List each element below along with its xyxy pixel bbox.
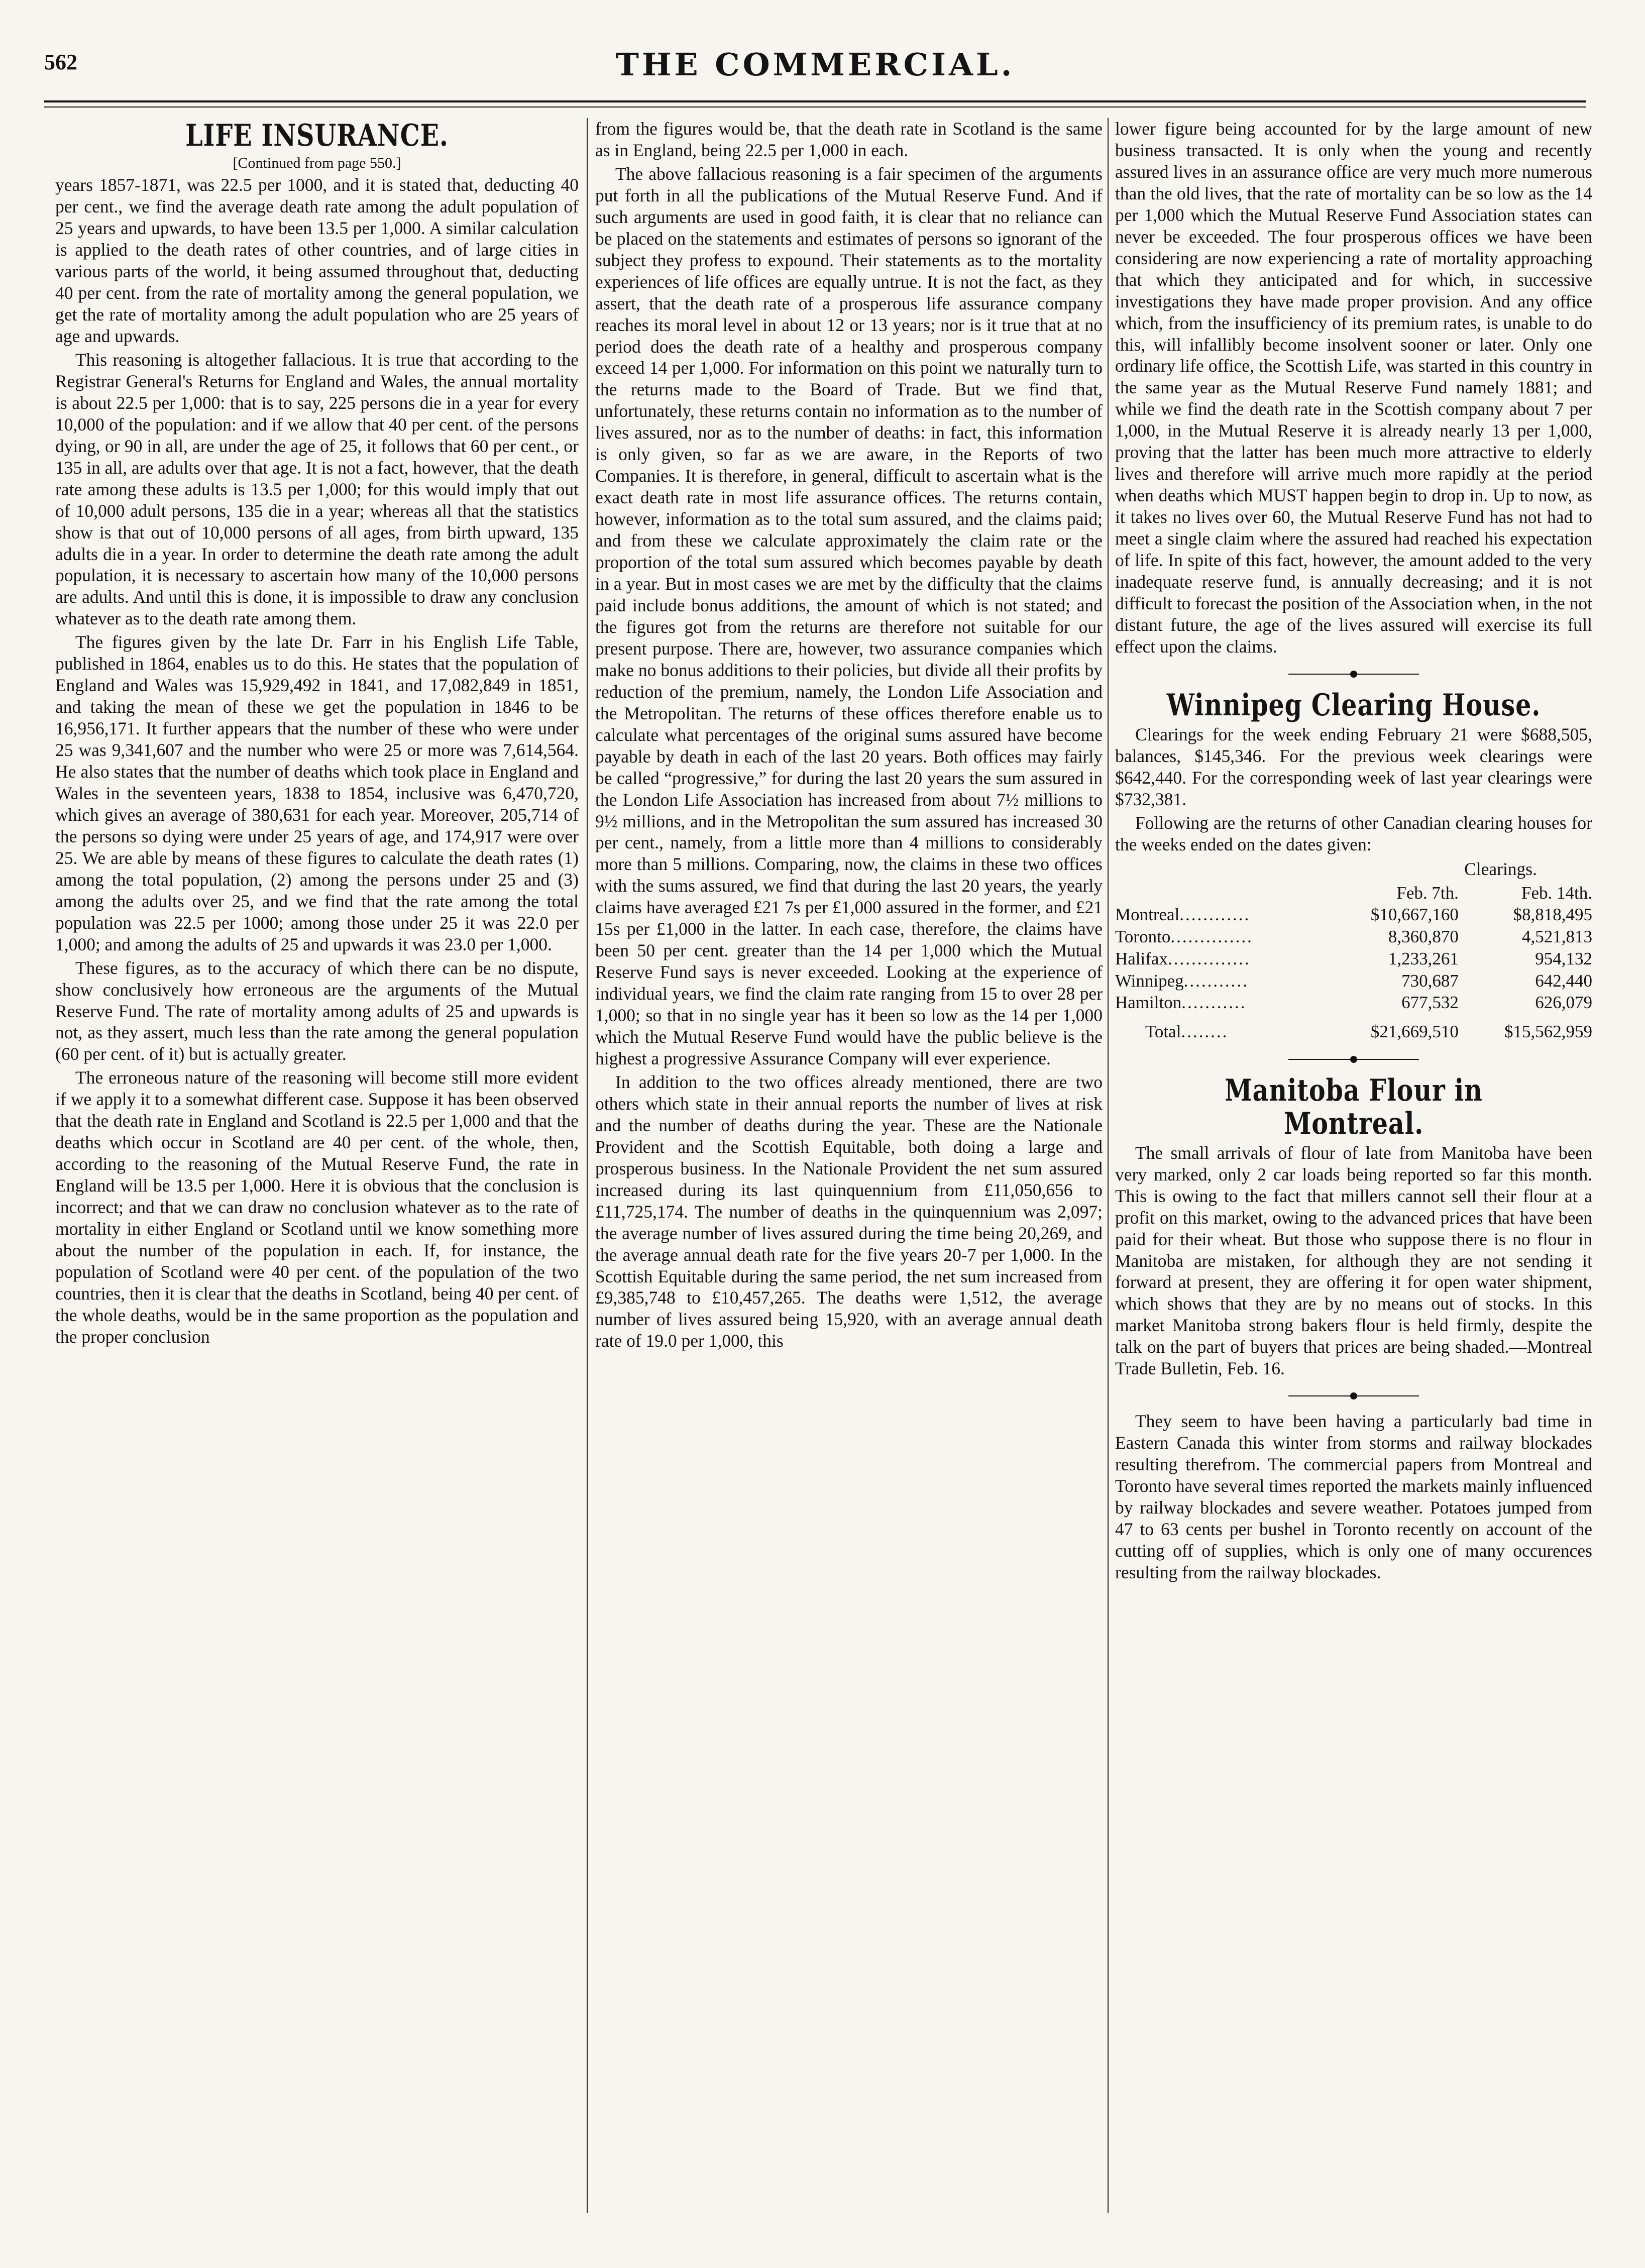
column-header-feb14: Feb. 14th. — [1521, 883, 1592, 903]
article-paragraph: The figures given by the late Dr. Farr in his English Life Table, published in 1864, enables us to do this. He states that the population of England and Wales was 15,929,492 in 1841, and 17,082,849 in 1851, and taking the mean of these we get the population in 1846 to be 16,956,171. It further appears that the number of these who were under 25 was 9,341,607 and the number who were 25 or more was 7,614,564. He also states that the number of deaths which took place in England and Wales in the seventeen years, 1838 to 1854, inclusive was 6,470,720, which gives an average of 380,631 for each year. Moreover, 205,714 of the persons so dying were under 25 years of age, and 174,917 were over 25. We are able by means of these figures to calculate the death rates (1) among the total population, (2) among the persons under 25 and (3) among the adults over 25, and we find that the rate among the total population was 22.5 per 1000; among those under 25 it was 22.0 per 1,000; and among the adults of 25 and upwards it was 23.0 per 1,000. — [55, 632, 579, 954]
table-row: Montreal............ $10,667,160 $8,818,495 — [1115, 904, 1592, 926]
column-1 — [55, 118, 579, 2208]
column-divider — [587, 118, 588, 2213]
divider-ornament — [1350, 671, 1357, 678]
article-paragraph: Following are the returns of other Canadian clearing houses for the weeks ended on the dates given: — [1115, 812, 1592, 854]
article-paragraph: This reasoning is altogether fallacious. It is true that according to the Registrar General's Returns for England and Wales, the annual mortality is about 22.5 per 1,000: that is to say, 225 persons die in a year for every 10,000 of the population: and if we allow that 40 per cent. of the persons dying, or 90 in all, are under the age of 25, it follows that 60 per cent., or 135 in all, are adults over that age. It is not a fact, however, that the death rate among these adults is 13.5 per 1,000; for this would imply that out of 10,000 adult persons, 135 die in a year; whereas all that the statistics show is that out of 10,000 persons of all ages, from birth upward, 135 adults die in a year. In order to determine the death rate among the adult population, it is necessary to ascertain how many of the 10,000 persons are adults. And until this is done, it is impossible to draw any conclusion whatever as to the death rate among them. — [55, 349, 579, 629]
article-paragraph: The above fallacious reasoning is a fair specimen of the arguments put forth in all the publications of the Mutual Reserve Fund. And if such arguments are used in good faith, it is clear that no reliance can be placed on the statements and estimates of persons so ignorant of the subject they profess to expound. Their statements as to the mortality experiences of life offices are equally untrue. It is not the fact, as they assert, that the death rate of a prosperous life assurance company reaches its moral level in about 12 or 13 years; nor is it true that at no period does the death rate of a healthy and prosperous company exceed 14 per 1,000. For information on this point we naturally turn to the returns made to the Board of Trade. But we find that, unfortunately, these returns contain no information as to the number of lives assured, nor as to the number of deaths: in fact, this information is only given, so far as we are aware, in the Reports of two Companies. It is therefore, in general, difficult to ascertain what is the exact death rate in most life assurance offices. The returns contain, however, information as to the total sum assured, and the claims paid; and from these we calculate approximately the claim rate or the proportion of the total sum assured which becomes payable by death in a year. But in most cases we are met by the difficulty that the claims paid include bonus additions, the amount of which is not stated; and the figures got from the returns are therefore not suitable for our present purpose. There are, however, two assurance companies which make no bonus additions to their policies, but divide all their profits by reduction of the premium, namely, the London Life Association and the Metropolitan. The returns of these offices therefore enable us to calculate what percentages of the original sums assured have become payable by death in each of the last 20 years. Both offices may fairly be called “progressive,” for during the last 20 years the sum assured in the London Life Association has increased from about 7½ millions to 9½ millions, and in the Metropolitan the sum assured has increased 30 per cent., namely, from a little more than 4 millions to considerably more than 5 millions. Comparing, now, the claims in these two offices with the sums assured, we find that during the last 20 years, the yearly claims have averaged £21 7s per £1,000 assured in the former, and £21 15s per £1,000 in the latter. In each case, therefore, the claims have been 50 per cent. greater than the 14 per 1,000 which the Mutual Reserve Fund says is never exceeded. Looking at the experience of individual years, we find the claim rate ranging from 15 to over 28 per 1,000; so that in no single year has it been so low as the 14 per 1,000 which the Mutual Reserve Fund would have the public believe is the highest a progressive Assurance Company will ever experience. — [595, 163, 1103, 1068]
city-name: Montreal — [1115, 905, 1180, 925]
continued-note: [Continued from page 550.] — [233, 155, 401, 171]
clearing-value: 1,233,261 — [1388, 948, 1459, 968]
article-paragraph: These figures, as to the accuracy of which there can be no dispute, show conclusively how erroneous are the arguments of the Mutual Reserve Fund. The rate of mortality among adults of 25 and upwards is not, as they assert, much less than the rate among the general population (60 per cent. of it) but is actually greater. — [55, 957, 579, 1064]
masthead: THE COMMERCIAL. — [615, 46, 1015, 83]
clearings-table — [1115, 882, 1592, 1043]
article-heading-manitoba-flour: Manitoba Flour in Montreal. — [1225, 1072, 1483, 1141]
page-number: 562 — [44, 50, 77, 74]
city-name: Toronto — [1115, 927, 1171, 946]
column-divider — [1108, 118, 1109, 2213]
divider-ornament — [1350, 1056, 1357, 1063]
article-paragraph: The erroneous nature of the reasoning will become still more evident if we apply it to a somewhat different case. Suppose it has been observed that the death rate in England and Scotland is 22.5 per 1,000 and that the deaths which occur in Scotland are 40 per cent. of the whole, then, according to the reasoning of the Mutual Reserve Fund, the rate in England will be 13.5 per 1,000. Here it is obvious that the conclusion is incorrect; and that we can draw no conclusion whatever as to the rate of mortality in either England or Scotland until we know something more about the number of the population in each. If, for instance, the population of Scotland were 40 per cent. of the population of the two countries, then it is clear that the deaths in Scotland, being 40 per cent. of the whole deaths, would be in the same proportion as the population and the proper conclusion — [55, 1067, 579, 1347]
city-name: Winnipeg — [1115, 970, 1184, 991]
clearings-caption: Clearings. — [1464, 858, 1537, 879]
column-header-feb7: Feb. 7th. — [1396, 883, 1459, 903]
table-row: Halifax.............. 1,233,261 954,132 — [1115, 948, 1592, 970]
section-divider — [1288, 1056, 1419, 1063]
table-row: Hamilton........... 677,532 626,079 — [1115, 992, 1592, 1014]
article-heading-life-insurance: LIFE INSURANCE. — [185, 118, 449, 153]
section-divider — [1288, 671, 1419, 678]
table-header-row — [1115, 882, 1592, 904]
page-header — [44, 46, 1586, 96]
header-rule — [44, 100, 1586, 102]
total-value: $21,669,510 — [1370, 1022, 1459, 1041]
clearing-value: 642,440 — [1535, 970, 1592, 991]
total-label: Total — [1145, 1022, 1181, 1041]
article-paragraph: In addition to the two offices already mentioned, there are two others which state in their annual reports the number of lives at risk and the number of deaths during the year. These are the Nationale Provident and the Scottish Equitable, both doing a large and prosperous business. In the Nationale Provident the net sum assured increased during its last quinquennium from £11,050,656 to £11,725,174. The number of deaths in the quinquennium was 2,097; the average number of lives assured during the time being 20,269, and the average annual death rate for the five years 20-7 per 1,000. In the Scottish Equitable during the same period, the net sum increased from £9,385,748 to £10,457,265. The deaths were 1,512, the average number of lives assured being 15,920, with an average annual death rate of 19.0 per 1,000, this — [595, 1071, 1103, 1351]
table-row: Winnipeg........... 730,687 642,440 — [1115, 970, 1592, 992]
header-rule-thin — [44, 106, 1586, 107]
article-paragraph: They seem to have been having a particularly bad time in Eastern Canada this winter from storms and railway blockades resulting therefrom. The commercial papers from Montreal and Toronto have several times reported the markets mainly influenced by railway blockades and severe weather. Potatoes jumped from 47 to 63 cents per bushel in Toronto recently on account of the cutting off of supplies, which is only one of many occurences resulting from the railway blockades. — [1115, 1411, 1592, 1582]
city-name: Hamilton — [1115, 993, 1182, 1013]
clearing-value: 954,132 — [1535, 948, 1592, 968]
total-value: $15,562,959 — [1504, 1022, 1592, 1041]
clearing-value: 8,360,870 — [1388, 927, 1459, 946]
article-paragraph: years 1857-1871, was 22.5 per 1000, and it is stated that, deducting 40 per cent., we find the average death rate among the adult population of 25 years and upwards, to have been 13.5 per 1,000. A similar calculation is applied to the death rates of other countries, and of large cities in various parts of the world, it being assumed throughout that, deducting 40 per cent. from the rate of mortality among the general population, we get the rate of mortality among the adult population who are 25 years of age and upwards. — [55, 175, 579, 346]
column-3 — [1115, 118, 1592, 2208]
table-row: Toronto.............. 8,360,870 4,521,813 — [1115, 926, 1592, 948]
clearing-value: $10,667,160 — [1370, 905, 1459, 925]
city-name: Halifax — [1115, 948, 1168, 968]
clearing-value: 730,687 — [1401, 970, 1459, 991]
clearing-value: $8,818,495 — [1513, 905, 1592, 925]
section-divider — [1288, 1392, 1419, 1399]
article-paragraph: from the figures would be, that the death rate in Scotland is the same as in England, being 22.5 per 1,000 in each. — [595, 119, 1103, 160]
article-heading-winnipeg: Winnipeg Clearing House. — [1166, 687, 1541, 723]
column-2 — [595, 118, 1103, 2208]
article-paragraph: Clearings for the week ending February 21 were $688,505, balances, $145,346. For the previous week clearings were $642,440. For the corresponding week of last year clearings were $732,381. — [1115, 724, 1592, 809]
article-paragraph: lower figure being accounted for by the large amount of new business transacted. It is only when the young and recently assured lives in an assurance office are very much more numerous than the old lives, that the rate of mortality can be so low as the 14 per 1,000 which the Mutual Reserve Fund Association states can never be exceeded. The four prosperous offices we have been considering are now experiencing a rate of mortality approaching that which they anticipated and for which, in successive investigations they have made proper provision. And any office which, from the insufficiency of its premium rates, is unable to do this, will infallibly become insolvent sooner or later. Only one ordinary life office, the Scottish Life, was started in this country in the same year as the Mutual Reserve Fund namely 1881; and while we find the death rate in the Scottish company about 7 per 1,000, in the Mutual Reserve it is already nearly 13 per 1,000, proving that the latter has been much more attractive to elderly lives and therefore will arrive much more rapidly at the period when deaths which MUST happen begin to drop in. Up to now, as it takes no lives over 60, the Mutual Reserve Fund has not had to meet a single claim where the assured had reached his expectation of life. In spite of this fact, however, the amount added to the very inadequate reserve fund, is annually decreasing; and it is not difficult to forecast the position of the Association when, in the not distant future, the age of the lives assured will exercise its full effect upon the claims. — [1115, 119, 1592, 657]
table-total-row: Total........ $21,669,510 $15,562,959 — [1115, 1014, 1592, 1043]
clearing-value: 626,079 — [1535, 993, 1592, 1013]
article-paragraph: The small arrivals of flour of late from Manitoba have been very marked, only 2 car loads being reported so far this month. This is owing to the fact that millers cannot sell their flour at a profit on this market, owing to the advanced prices that have been paid for their wheat. But those who suppose there is no flour in Manitoba are mistaken, for although they are not sending it forward at present, they are offering it for open water shipment, which shows that they are by no means out of stocks. In this market Manitoba strong bakers flour is held firmly, despite the talk on the part of buyers that prices are being shaded.—Montreal Trade Bulletin, Feb. 16. — [1115, 1142, 1592, 1379]
clearing-value: 677,532 — [1401, 993, 1459, 1013]
clearing-value: 4,521,813 — [1522, 927, 1592, 946]
divider-ornament — [1350, 1392, 1357, 1399]
